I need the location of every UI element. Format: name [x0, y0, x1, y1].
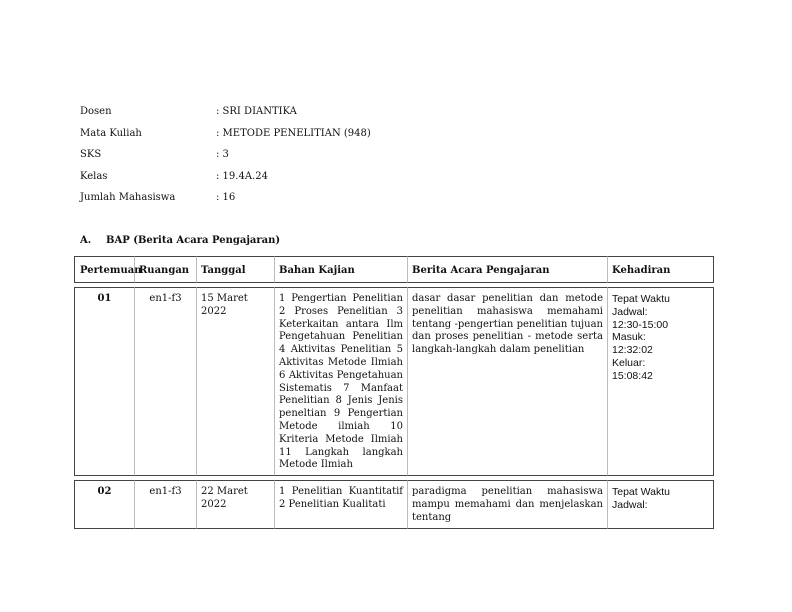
kehadiran-line: 15:08:42	[612, 369, 653, 382]
header-ruangan: Ruangan	[134, 256, 196, 283]
section-title	[80, 235, 280, 246]
info-row-jumlah-mahasiswa	[80, 192, 371, 214]
section-heading: BAP (Berita Acara Pengajaran)	[106, 235, 281, 246]
kehadiran-line: Keluar:	[612, 356, 646, 369]
kehadiran-line: 12:32:02	[612, 344, 653, 357]
info-value: : 3	[216, 149, 229, 160]
info-row-dosen	[80, 106, 371, 128]
cell-ruangan: en1-f3	[134, 287, 196, 476]
info-label: Dosen	[80, 106, 112, 117]
info-label: Kelas	[80, 170, 108, 182]
cell-kehadiran	[607, 287, 714, 476]
info-row-kelas	[80, 171, 371, 193]
section-number: A.	[80, 235, 92, 246]
kehadiran-line: Jadwal:	[612, 305, 648, 318]
cell-berita-acara: paradigma penelitian mahasiswa mampu memahami dan menjelaskan tentang	[407, 480, 607, 528]
info-label: Jumlah Mahasiswa	[80, 192, 176, 203]
kehadiran-line: Jadwal:	[612, 498, 648, 511]
header-berita-acara: Berita Acara Pengajaran	[407, 256, 607, 283]
info-row-sks	[80, 149, 371, 171]
cell-bahan-kajian: 1 Penelitian Kuantitatif 2 Penelitian Kualitati	[274, 480, 407, 528]
table-row	[74, 480, 714, 528]
cell-bahan-kajian: 1 Pengertian Penelitian 2 Proses Penelitian 3 Keterkaitan antara Ilm Pengetahuan Penelitian 4 Aktivitas Penelitian 5 Aktivitas Metode Ilmiah 6 Aktivitas Pengetahuan Sistematis 7 Manfaat Penelitian 8 Jenis Jenis peneltian 9 Pengertian Metode ilmiah 10 Kriteria Metode Ilmiah 11 Langkah langkah Metode Ilmiah	[274, 287, 407, 476]
table-row	[74, 287, 714, 476]
info-row-mata-kuliah	[80, 128, 371, 150]
kehadiran-status: Tepat Waktu	[612, 293, 670, 305]
info-value: : 19.4A.24	[216, 170, 268, 182]
cell-tanggal: 22 Maret 2022	[196, 480, 274, 528]
kehadiran-line: 12:30-15:00	[612, 318, 669, 331]
cell-ruangan: en1-f3	[134, 480, 196, 528]
info-value: : SRI DIANTIKA	[216, 106, 297, 117]
cell-pertemuan: 01	[74, 287, 134, 476]
info-label: Mata Kuliah	[80, 127, 142, 139]
header-tanggal: Tanggal	[196, 256, 274, 283]
cell-tanggal: 15 Maret 2022	[196, 287, 274, 476]
info-value: : 16	[216, 192, 236, 203]
kehadiran-line: Masuk:	[612, 331, 646, 344]
cell-pertemuan: 02	[74, 480, 134, 528]
header-bahan-kajian: Bahan Kajian	[274, 256, 407, 283]
info-label: SKS	[80, 149, 102, 160]
cell-kehadiran	[607, 480, 714, 528]
header-kehadiran: Kehadiran	[607, 256, 714, 283]
bap-table	[74, 256, 714, 529]
table-header-row	[74, 256, 714, 283]
course-info	[80, 106, 371, 214]
kehadiran-status: Tepat Waktu	[612, 486, 670, 499]
info-value: : METODE PENELITIAN (948)	[216, 127, 371, 139]
cell-berita-acara: dasar dasar penelitian dan metode penelitian mahasiswa memahami tentang -pengertian penelitian tujuan dan proses penelitian - metode serta langkah-langkah dalam penelitian	[407, 287, 607, 476]
header-pertemuan: Pertemuan	[74, 256, 134, 283]
